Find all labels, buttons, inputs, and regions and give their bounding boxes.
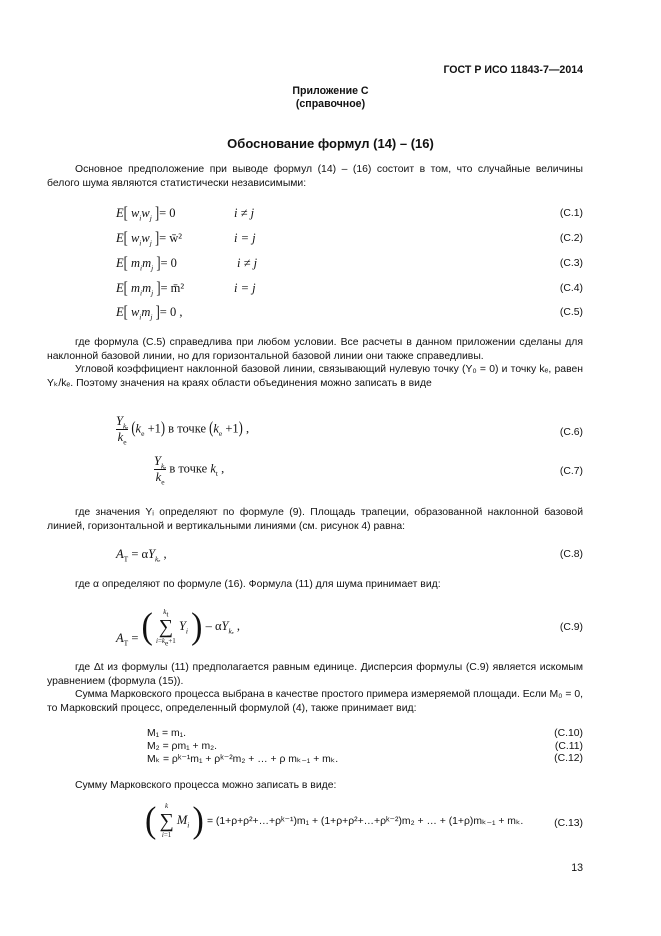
equation-c3: E[ $m_im_j$ ]= 0 i ≠ j (116, 253, 258, 273)
section-heading: Обоснование формул (14) – (16) (227, 136, 434, 151)
paragraph-alpha (47, 578, 583, 592)
paragraph-baseline (47, 336, 583, 390)
equation-number: (С.5) (559, 307, 583, 318)
equation-c9: $A_T$ = ( $k_t$ ∑ $i=k_e+1$ $Y_i$ ) – $\alpha Y_{k_e}$ , (116, 606, 240, 648)
paragraph-text: Угловой коэффициент наклонной базовой линии, связывающий нулевую точку (Y₀ = 0) и точку kₑ, равен Yₖ/kₑ. Поэтому значения на краях области объединения можно записать в виде (47, 364, 583, 389)
paragraph-text: где α определяют по формуле (16). Формула (11) для шума принимает вид: (75, 579, 441, 590)
equation-number: (С.7) (559, 466, 583, 477)
equation-number: (С.4) (559, 283, 583, 294)
paragraph-text: Сумма Марковского процесса выбрана в качестве простого примера измеряемой площади. Если M₀ = 0, то Марковский процесс, определенный формулой (4), также принимает вид: (47, 689, 583, 714)
equation-number: (С.13) (554, 818, 583, 829)
equation-c7: $\frac{Y_{k_e}}{k_e}$ в точке $k_t$ , (154, 454, 225, 487)
equation-number: (С.12) (554, 753, 583, 764)
equation-number: (С.2) (559, 233, 583, 244)
annex-title: Приложение С (292, 85, 369, 97)
paragraph-text: где значения Yᵢ определяют по формуле (9). Площадь трапеции, образованной наклонной базовой линией, горизонтальной и вертикальными линиями (см. рисунок 4) равна: (47, 507, 583, 532)
paragraph-text: где формула (С.5) справедлива при любом условии. Все расчеты в данном приложении сделаны для наклонной базовой линии, но для горизонтальной базовой линии они также справедливы. (47, 337, 583, 362)
equation-number: (С.3) (559, 258, 583, 269)
equation-c5: E[ $w_im_j$ ]= 0 , (116, 302, 183, 322)
annex-subtitle: (справочное) (295, 98, 366, 110)
equation-c4: E[ $m_im_j$ ]= m̄² i = j (116, 278, 256, 298)
equation-c11: M₂ = ρm₁ + m₂. (147, 741, 218, 752)
equation-number: (С.10) (554, 728, 583, 739)
equation-number: (С.6) (559, 427, 583, 438)
paragraph-markov-sum (47, 779, 583, 793)
paragraph-text: Сумму Марковского процесса можно записать в виде: (75, 780, 337, 791)
equation-c10: M₁ = m₁. (147, 728, 187, 739)
equation-c6: $\frac{Y_{k_e}}{k_e}$ $(k_e +1)$ в точке $(k_e +1)$ , (116, 414, 250, 447)
equation-c13: ( k ∑ i=1 $M_i$ ) = (1+ρ+ρ²+…+ρᵏ⁻¹)m₁ + (1+ρ+ρ²+…+ρᵏ⁻²)m₂ + … + (1+ρ)mₖ₋₁ + mₖ. (145, 800, 524, 841)
paragraph-intro (47, 163, 583, 190)
paragraph-text: Основное предположение при выводе формул (14) – (16) состоит в том, что случайные величины белого шума являются статистически независимыми: (47, 164, 583, 189)
equation-number: (С.9) (559, 622, 583, 633)
equation-c1: E[ $w_iw_j$ ]= 0 i ≠ j (116, 203, 255, 223)
equation-number: (С.1) (559, 208, 583, 219)
equation-c8: $A_T = \alpha Y_{k_e}$ , (116, 547, 167, 564)
equation-number: (С.8) (559, 549, 583, 560)
page-number: 13 (571, 862, 583, 874)
paragraph-trapezoid (47, 506, 583, 533)
equation-number: (С.11) (554, 741, 583, 752)
equation-c2: E[ $w_iw_j$ ]= w̄² i = j (116, 228, 256, 248)
document-code: ГОСТ Р ИСО 11843-7—2014 (443, 64, 583, 76)
equation-c12: Mₖ = ρᵏ⁻¹m₁ + ρᵏ⁻²m₂ + … + ρ mₖ₋₁ + mₖ. (147, 754, 339, 765)
paragraph-text: где Δt из формулы (11) предполагается равным единице. Дисперсия формулы (С.9) является искомым уравнением (формула (15)). (47, 662, 583, 687)
paragraph-markov (47, 661, 583, 715)
